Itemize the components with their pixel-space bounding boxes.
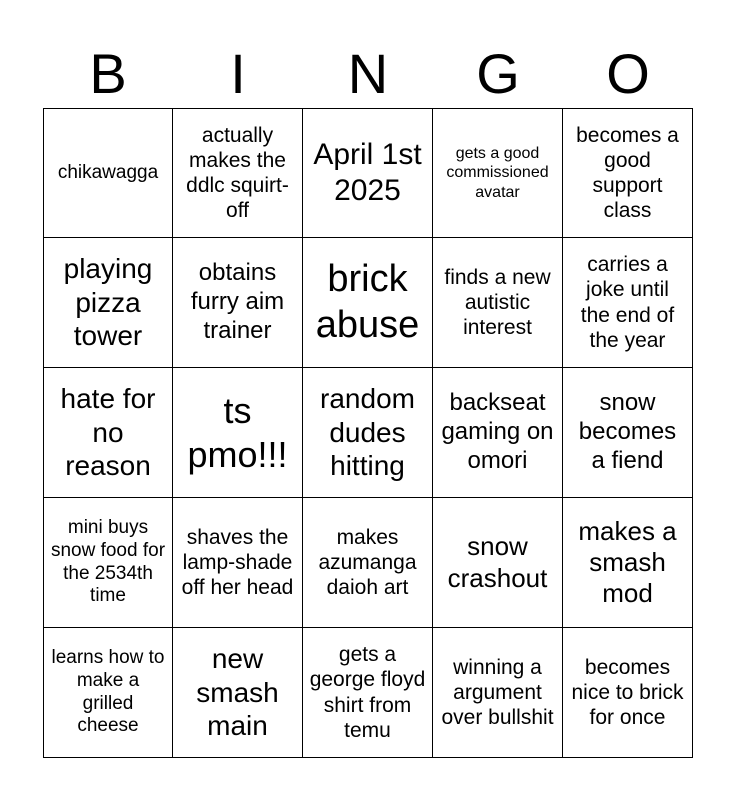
bingo-cell[interactable] [303, 108, 433, 238]
bingo-cell[interactable] [433, 498, 563, 628]
cell-text: ts pmo!!! [187, 390, 288, 475]
bingo-cell[interactable] [563, 238, 693, 368]
cell-text: learns how to make a grilled cheese [51, 646, 165, 737]
cell-text: brick abuse [315, 257, 420, 346]
bingo-cell[interactable] [173, 498, 303, 628]
cell-text: mini buys snow food for the 2534th time [50, 516, 166, 607]
cell-text: chikawagga [57, 161, 159, 183]
cell-text: gets a good commissioned avatar [446, 145, 549, 201]
bingo-cell[interactable] [433, 628, 563, 758]
cell-text: random dudes hitting [320, 383, 415, 482]
bingo-cell[interactable] [173, 368, 303, 498]
cell-text: finds a new autistic interest [444, 265, 551, 340]
cell-text: hate for no reason [60, 383, 156, 482]
bingo-cell[interactable] [563, 108, 693, 238]
cell-text: backseat gaming on omori [441, 389, 554, 474]
cell-text: shaves the lamp-shade off her head [181, 525, 294, 600]
bingo-cell[interactable] [433, 108, 563, 238]
bingo-cell[interactable] [433, 368, 563, 498]
cell-text: makes azumanga daioh art [318, 525, 417, 600]
header-letter-n: N [347, 42, 389, 105]
cell-text: becomes nice to brick for once [571, 655, 684, 730]
bingo-cell[interactable] [433, 238, 563, 368]
cell-text: carries a joke until the end of the year [580, 253, 675, 352]
bingo-cell[interactable] [173, 628, 303, 758]
cell-text: actually makes the ddlc squirt-off [186, 123, 289, 223]
cell-text: becomes a good support class [576, 123, 679, 223]
header-letter-o: O [606, 42, 650, 105]
bingo-cell[interactable] [43, 498, 173, 628]
bingo-cell[interactable] [43, 108, 173, 238]
cell-text: makes a smash mod [578, 515, 677, 609]
cell-text: April 1st 2025 [313, 138, 422, 207]
cell-text: new smash main [196, 643, 279, 742]
header-letter-b: B [89, 42, 127, 105]
bingo-cell[interactable] [563, 368, 693, 498]
bingo-cell[interactable] [303, 368, 433, 498]
cell-text: playing pizza tower [63, 253, 153, 352]
bingo-cell[interactable] [563, 628, 693, 758]
bingo-header [43, 40, 693, 108]
cell-text: snow becomes a fiend [578, 389, 677, 474]
bingo-cell[interactable] [303, 628, 433, 758]
cell-text: snow crashout [447, 531, 548, 593]
header-letter-i: I [230, 42, 246, 105]
cell-text: gets a george floyd shirt from temu [309, 643, 426, 742]
bingo-cell[interactable] [43, 368, 173, 498]
bingo-cell[interactable] [173, 238, 303, 368]
cell-text: obtains furry aim trainer [190, 259, 285, 344]
cell-text: winning a argument over bullshit [441, 655, 554, 730]
bingo-cell[interactable] [43, 238, 173, 368]
bingo-cell[interactable] [173, 108, 303, 238]
bingo-board [43, 108, 693, 758]
header-letter-g: G [476, 42, 520, 105]
bingo-cell[interactable] [303, 238, 433, 368]
bingo-cell[interactable] [43, 628, 173, 758]
bingo-cell[interactable] [303, 498, 433, 628]
bingo-cell[interactable] [563, 498, 693, 628]
